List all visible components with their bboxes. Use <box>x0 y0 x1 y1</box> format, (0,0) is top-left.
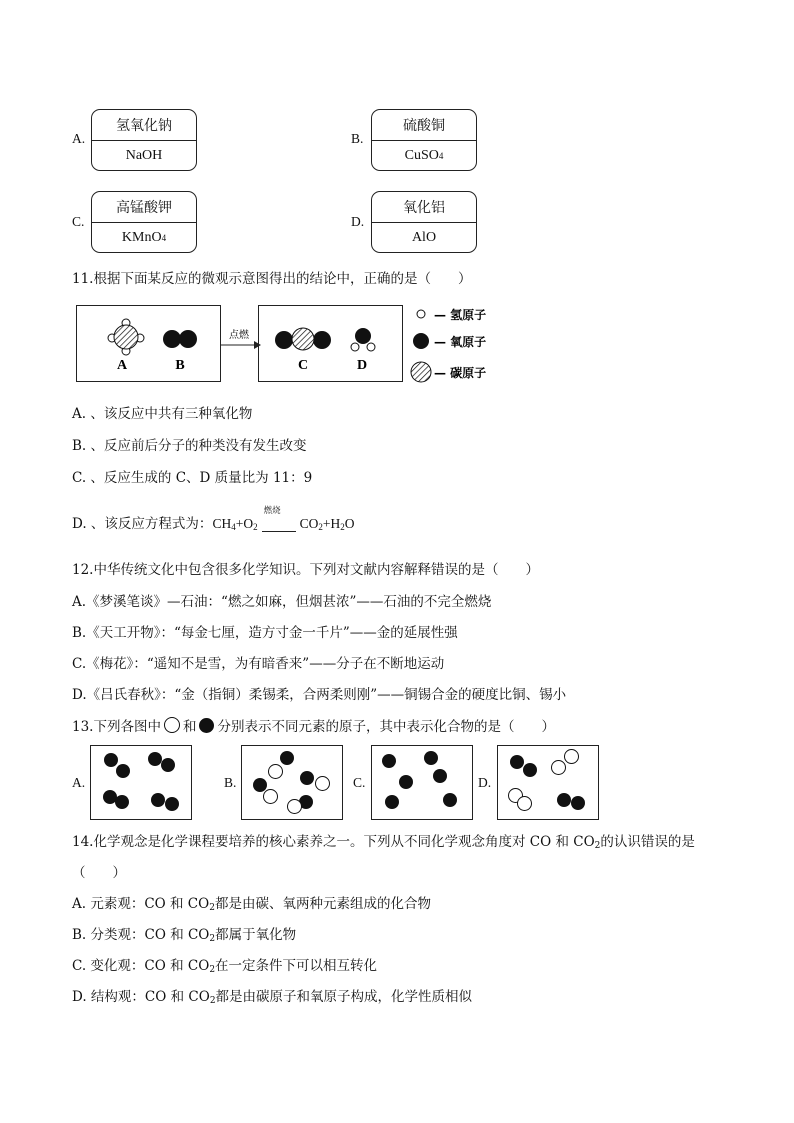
reagent-name: 氢氧化钠 <box>92 110 196 141</box>
label-a: A <box>116 358 128 373</box>
question-14-option-d[interactable]: D. 结构观：CO 和 $CO_2$都是由碳原子和氧原子构成，化学性质相似 <box>72 989 473 1006</box>
oxygen-atom-icon <box>413 333 429 349</box>
carbon-dioxide-molecule <box>275 328 331 350</box>
label-c: C <box>297 358 309 373</box>
question-12-option-c[interactable]: C.《梅花》：“遥知不是雪，为有暗香来”——分子在不断地运动 <box>72 656 445 672</box>
reagent-label-c[interactable] <box>91 191 197 253</box>
equation-condition-line <box>262 505 296 532</box>
q13-letter-c: C. <box>353 775 366 790</box>
reactants-box <box>77 306 221 382</box>
question-14-option-b[interactable]: B. 分类观：CO 和 $CO_2$都属于氧化物 <box>72 927 297 944</box>
reagent-label-b[interactable] <box>371 109 477 171</box>
question-14-option-a[interactable]: A. 元素观：CO 和 $CO_2$都是由碳、氧两种元素组成的化合物 <box>72 896 431 913</box>
reagent-formula: NaOH <box>125 147 163 163</box>
option-d-letter: D. <box>351 214 365 229</box>
question-11-option-a[interactable]: A. 、该反应中共有三种氧化物 <box>72 406 253 422</box>
option-a-letter: A. <box>72 131 86 146</box>
question-12-option-d[interactable]: D.《吕氏春秋》：“金（指铜）柔锡柔，合两柔则刚”——铜锡合金的硬度比铜、锡小 <box>72 687 567 703</box>
q13-option-c-box[interactable] <box>371 745 473 820</box>
reaction-micro-diagram <box>76 305 516 385</box>
white-atom-icon <box>164 717 180 733</box>
question-11-stem: 11.根据下面某反应的微观示意图得出的结论中，正确的是（ ） <box>72 271 472 287</box>
question-12-stem: 12.中华传统文化中包含很多化学知识。下列对文献内容解释错误的是（ ） <box>72 562 539 578</box>
equation-products: $CO_2+H_2O$ <box>299 516 355 532</box>
reagent-formula: AlO <box>411 229 437 245</box>
q13-option-d-box[interactable] <box>497 745 599 820</box>
reagent-formula: CuSO 4 <box>404 147 444 163</box>
reagent-name: 氧化铝 <box>372 192 476 223</box>
methane-molecule <box>108 319 144 355</box>
oxygen-molecule <box>163 330 197 348</box>
equation-condition: 燃烧 <box>263 505 281 516</box>
black-atom-icon <box>199 718 214 733</box>
question-12-option-a[interactable]: A.《梦溪笔谈》—石油：“燃之如麻，但烟甚浓”——石油的不完全燃烧 <box>72 594 492 610</box>
question-13-stem: 13.下列各图中 和 分别表示不同元素的原子，其中表示化合物的是（ ） <box>72 719 555 735</box>
q13-option-b-box[interactable] <box>241 745 343 820</box>
q13-letter-d: D. <box>478 775 492 790</box>
reagent-formula: KMnO 4 <box>121 229 167 245</box>
label-d: D <box>356 358 368 373</box>
option-d-prefix: D. 、该反应方程式为： <box>72 516 213 532</box>
question-11-option-c[interactable]: C. 、反应生成的 C、D 质量比为 11：9 <box>72 470 313 486</box>
legend-carbon: — 碳原子 <box>434 366 487 380</box>
label-b: B <box>175 358 185 373</box>
question-14-option-c[interactable]: C. 变化观：CO 和 $CO_2$在一定条件下可以相互转化 <box>72 958 378 975</box>
reagent-name: 高锰酸钾 <box>92 192 196 223</box>
hydrogen-atom-icon <box>417 310 425 318</box>
equation-reactants: $CH_4+O_2$ <box>212 516 258 532</box>
legend-hydrogen: — 氢原子 <box>434 308 487 322</box>
q13-letter-a: A. <box>72 775 86 790</box>
option-b-letter: B. <box>351 131 364 146</box>
reagent-label-d[interactable] <box>371 191 477 253</box>
reagent-label-a[interactable] <box>91 109 197 171</box>
reagent-name: 硫酸铜 <box>372 110 476 141</box>
water-molecule <box>351 328 375 351</box>
q13-letter-b: B. <box>224 775 237 790</box>
question-11-option-d[interactable] <box>72 505 355 536</box>
question-14-stem: 14.化学观念是化学课程要培养的核心素养之一。下列从不同化学观念角度对 CO 和 $CO_2$的认识错误的是 <box>72 834 695 851</box>
option-c-letter: C. <box>72 214 85 229</box>
diagram-legend <box>411 307 486 382</box>
arrow-condition: 点燃 <box>229 330 249 341</box>
legend-oxygen: — 氧原子 <box>434 335 487 349</box>
carbon-atom-icon <box>411 362 431 382</box>
question-12-option-b[interactable]: B.《天工开物》：“每金七厘，造方寸金一千片”——金的延展性强 <box>72 625 458 641</box>
question-11-option-b[interactable]: B. 、反应前后分子的种类没有发生改变 <box>72 438 307 454</box>
q13-option-a-box[interactable] <box>90 745 192 820</box>
question-14-stem-paren: （ ） <box>72 865 126 881</box>
